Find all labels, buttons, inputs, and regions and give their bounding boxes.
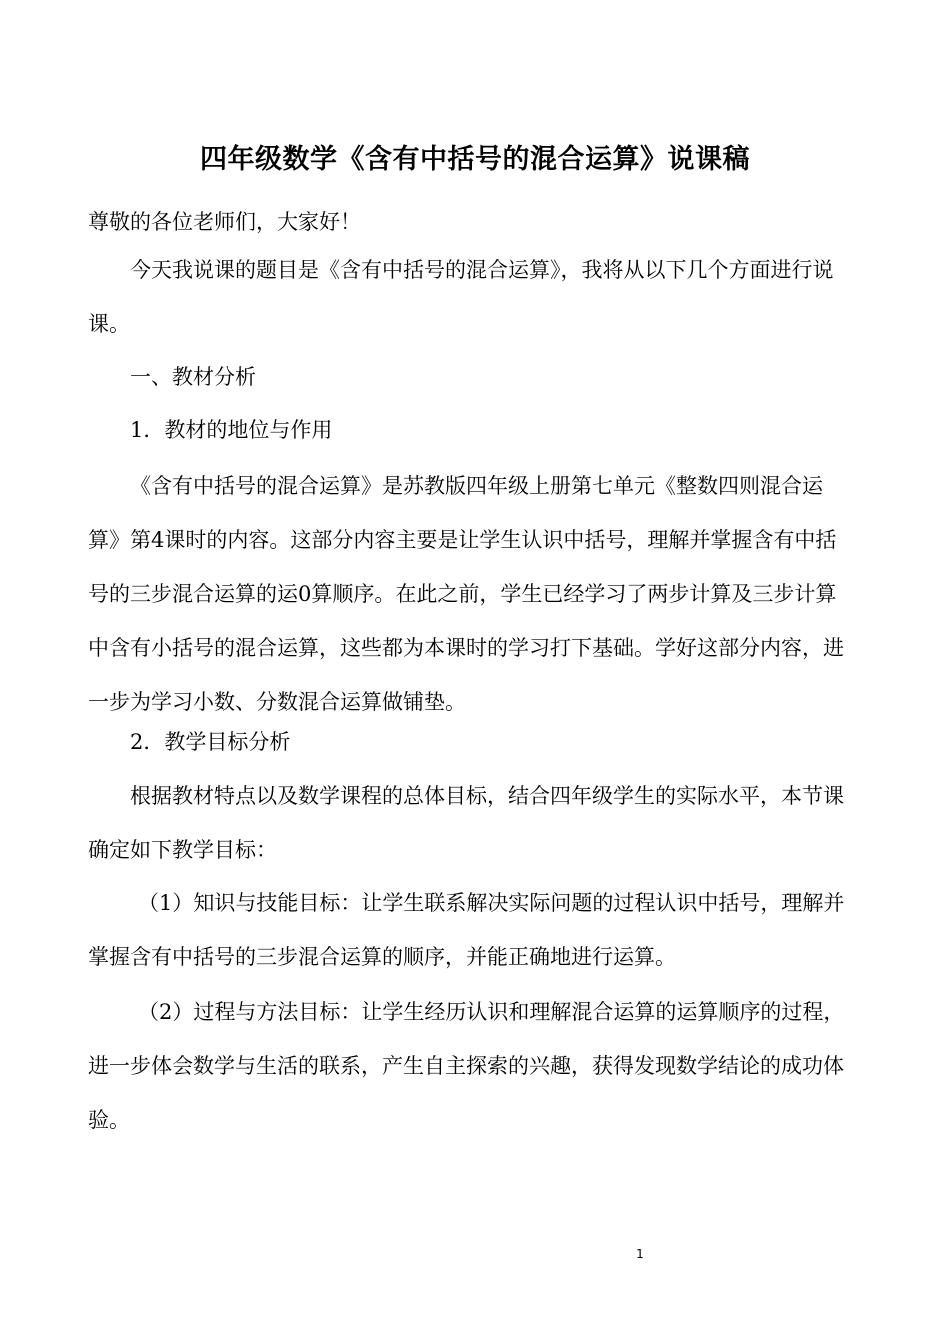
body-paragraph: 《含有中括号的混合运算》是苏教版四年级上册第七单元《整数四则混合运算》第4课时的内容。这部分内容主要是让学生认识中括号，理解并掌握含有中括号的三步混合运算的运0算顺序。在此之前，学生已经学习了两步计算及三步计算中含有小括号的混合运算，这些都为本课时的学习打下基础。学好这部分内容，进一步为学习小数、分数混合运算做铺垫。	[88, 474, 844, 714]
goal-paragraph: （2）过程与方法目标：让学生经历认识和理解混合运算的运算顺序的过程，进一步体会数学与生活的联系，产生自主探索的兴趣，获得发现数学结论的成功体验。	[88, 1000, 845, 1132]
subsection-heading: 1．教材的地位与作用	[130, 418, 333, 442]
document-title: 四年级数学《含有中括号的混合运算》说课稿	[200, 144, 750, 175]
body-paragraph: 根据教材特点以及数学课程的总体目标，结合四年级学生的实际水平，本节课确定如下教学目标：	[88, 784, 844, 862]
goal-paragraph: （1）知识与技能目标：让学生联系解决实际问题的过程认识中括号，理解并掌握含有中括号的三步混合运算的顺序，并能正确地进行运算。	[88, 891, 845, 969]
subsection-heading: 2．教学目标分析	[130, 730, 291, 754]
page-number: 1	[636, 1247, 644, 1261]
section-heading: 一、教材分析	[130, 365, 256, 389]
greeting-paragraph: 尊敬的各位老师们，大家好！	[88, 210, 361, 234]
intro-paragraph: 今天我说课的题目是《含有中括号的混合运算》，我将从以下几个方面进行说课。	[88, 258, 834, 336]
